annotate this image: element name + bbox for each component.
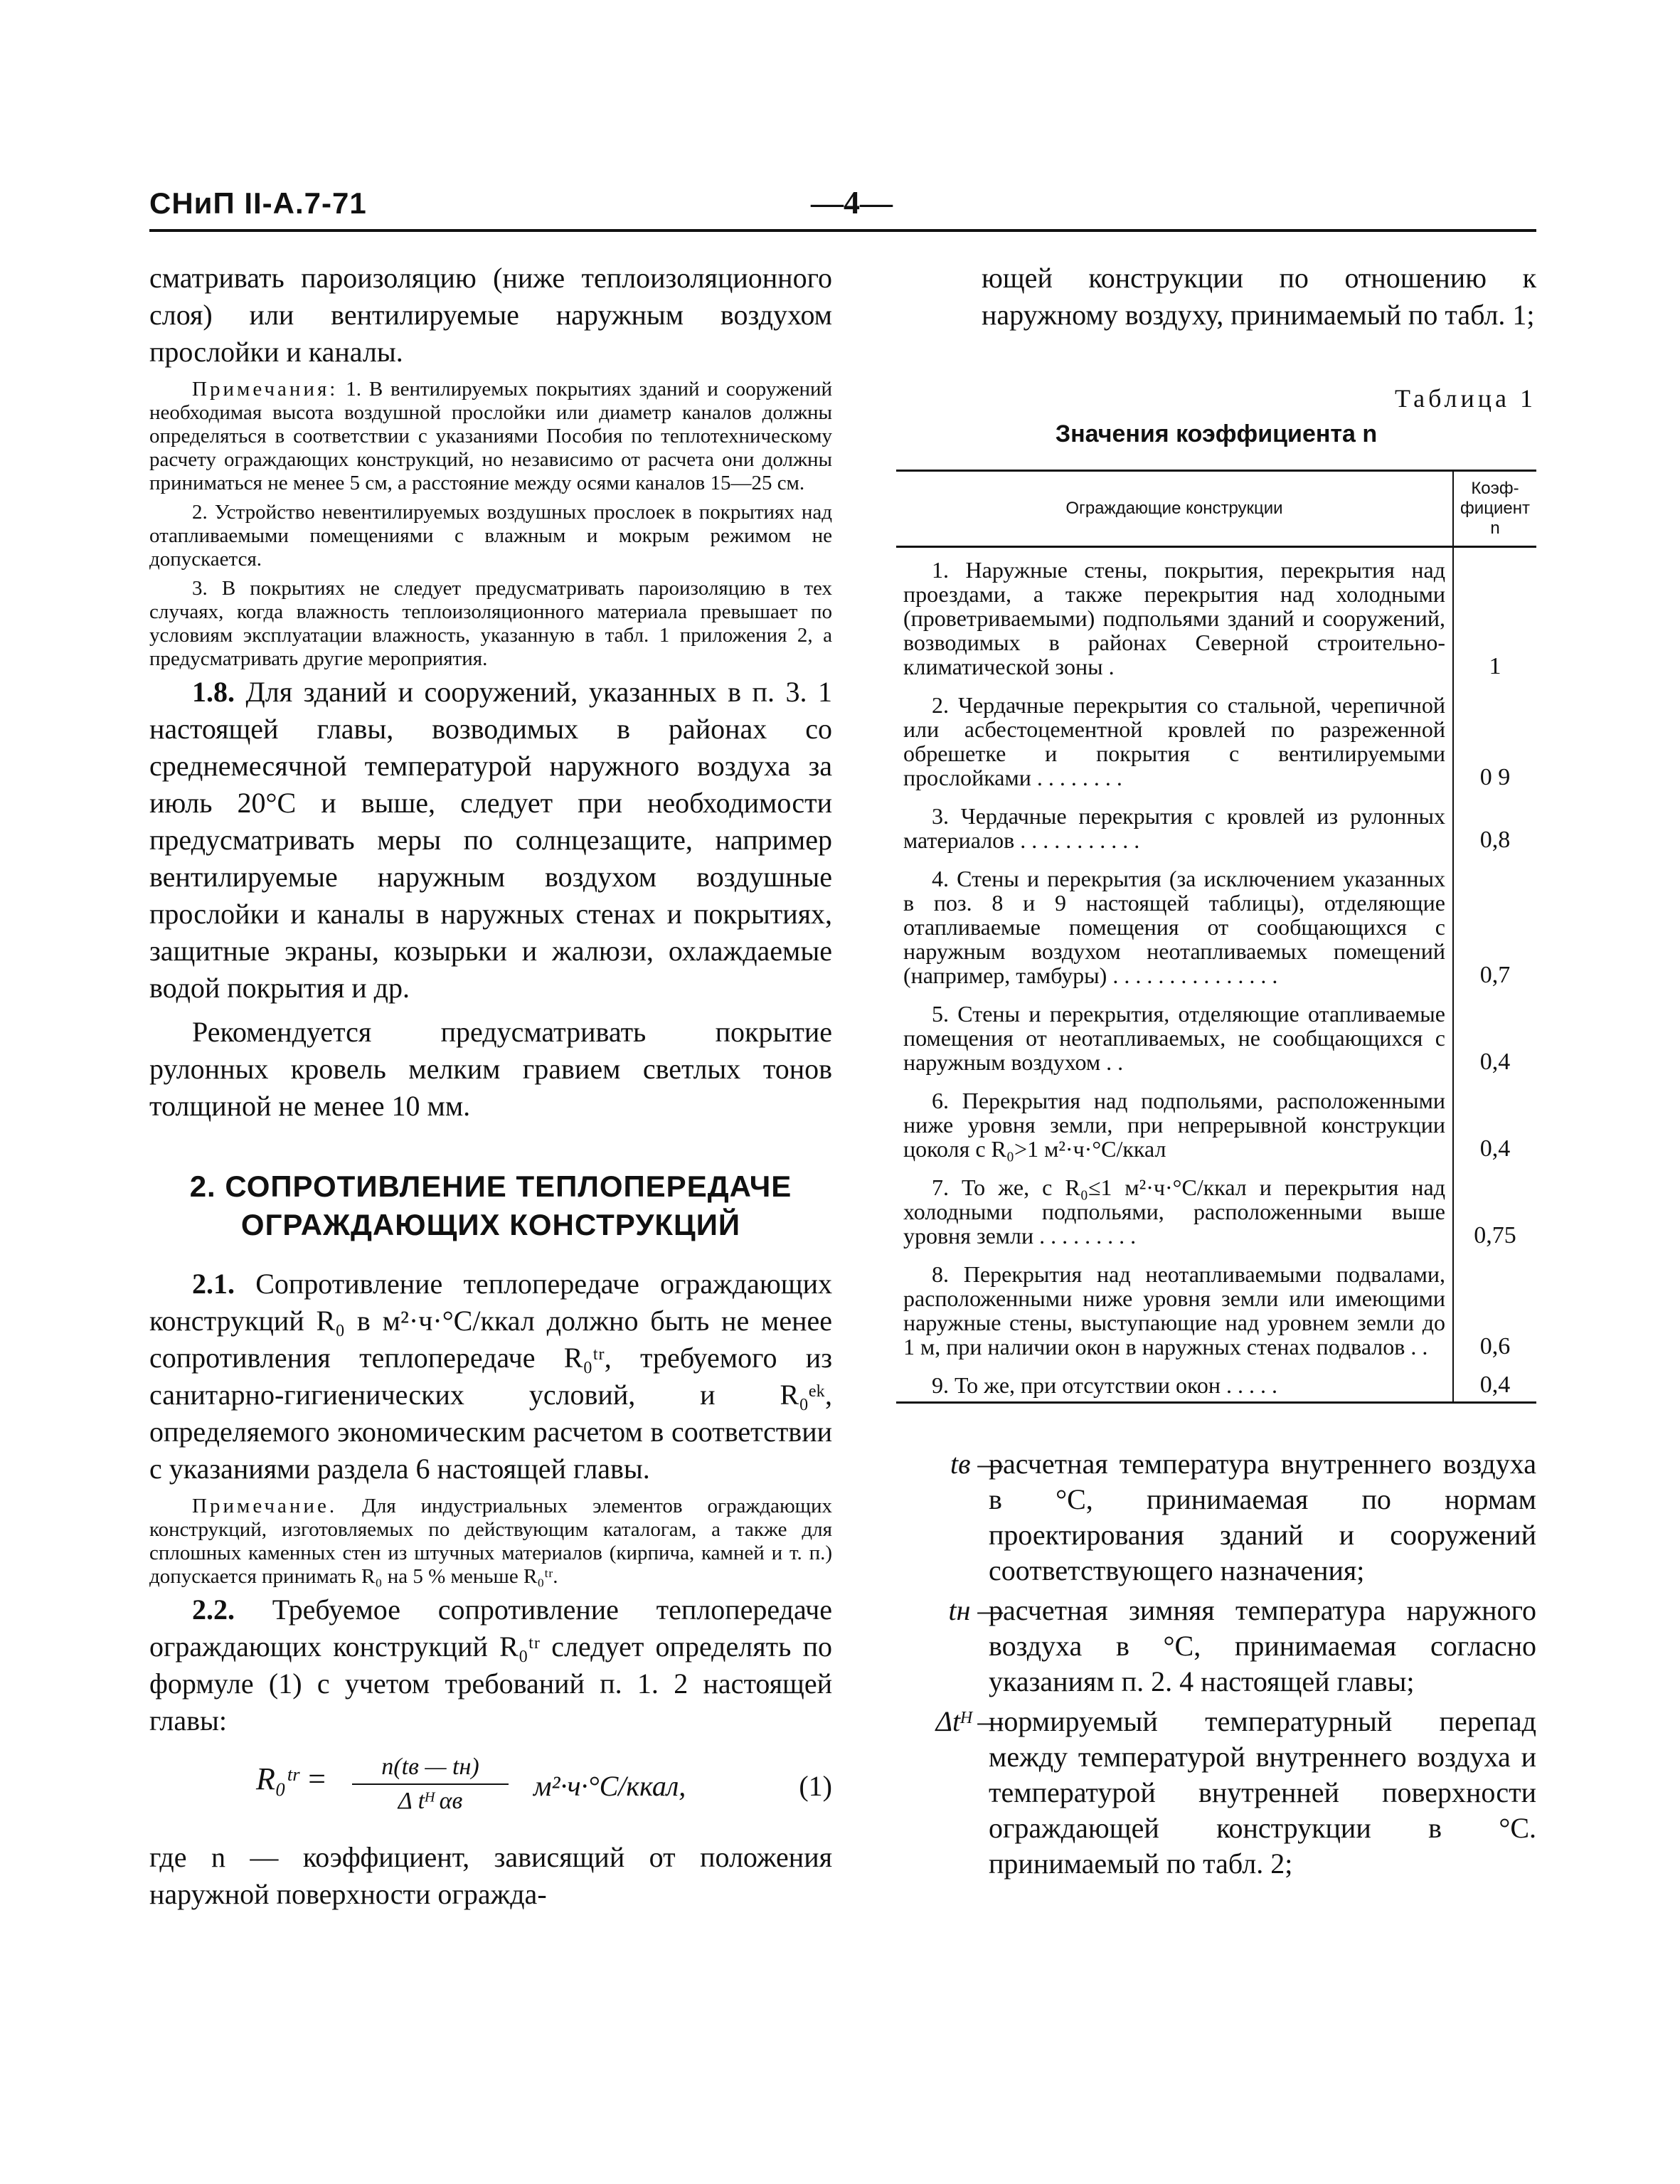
definition-symbol: tв — <box>950 1448 1003 1480</box>
paragraph-1-8-text: Для зданий и сооружений, указанных в п. 3. 1 настоящей главы, возводимых в районах со среднемесячной температурой наружного воздуха за июль 20°С и выше, следует при необходимости предусматривать меры по солнцезащите, например вентилируемые наружным воздухом воздушные прослойки и каналы в наружных стенах и покрытиях, защитные экраны, козырьки и жалюзи, охлаждаемые водой покрытия и др. <box>149 676 832 1004</box>
definition-tn <box>896 1593 1536 1700</box>
fraction-bar <box>352 1783 509 1785</box>
table-cell-construction: 7. То же, с R₀≤1 м²·ч·°С/ккал и перекрытия над холодными подпольями, расположенными выше уровня земли . . . . . . . . . <box>896 1165 1453 1252</box>
section-number: 2. <box>189 1170 216 1203</box>
paragraph-continuation-right: ющей конструкции по отношению к наружному воздуху, принимаемый по табл. 1; <box>982 262 1536 331</box>
table-row <box>896 683 1536 794</box>
table-cell-coefficient: 0,8 <box>1479 827 1511 853</box>
table-label: Таблица 1 <box>1395 384 1536 413</box>
formula-number: (1) <box>799 1770 832 1802</box>
table-cell-coefficient: 0,75 <box>1474 1222 1516 1249</box>
table-row <box>896 992 1536 1078</box>
paragraph-2-1 <box>149 1266 832 1488</box>
paragraph-1-8 <box>149 674 832 1007</box>
table-cell-coefficient: 0,4 <box>1479 1049 1511 1075</box>
definition-text: расчетная зимняя температура наружного воздуха в °С, принимаемая согласно указаниям п. 2. 4 настоящей главы; <box>989 1594 1536 1697</box>
table-cell-construction: 9. То же, при отсутствии окон . . . . . <box>896 1363 1453 1403</box>
notes-label: Примечания: <box>192 378 339 401</box>
formula-fraction <box>352 1754 509 1815</box>
table-row <box>896 794 1536 857</box>
spacer <box>896 1404 1536 1446</box>
coefficient-table <box>896 470 1536 1404</box>
table-cell-coefficient: 0,4 <box>1479 1135 1511 1162</box>
table-cell-construction: 2. Чердачные перекрытия со стальной, черепичной или асбестоцементной кровлей по разреженной обрешетке и покрытия с вентилируемыми прослойками . . . . . . . . <box>896 683 1453 794</box>
paragraph-2-2-text: Требуемое сопротивление теплопередаче ограждающих конструкций R₀ᵗʳ следует определять по формуле (1) с учетом требований п. 1. 2 настоящей главы: <box>149 1594 832 1737</box>
table-cell-construction: 8. Перекрытия над неотапливаемыми подвалами, расположенными ниже уровня земли или имеющими наружные стены, выступающие над уровнем земли до 1 м, при наличии окон в наружных стенах подвалов . . <box>896 1252 1453 1363</box>
formula-numerator: n(tв — tн) <box>381 1754 479 1780</box>
paragraph-2-2-number: 2.2. <box>192 1594 235 1626</box>
paragraph-1-8-number: 1.8. <box>192 676 235 708</box>
paragraph-2-2 <box>149 1591 832 1739</box>
right-column <box>896 260 1536 1886</box>
definition-symbol: Δtᴴ — <box>935 1705 1003 1737</box>
table-row <box>896 1165 1536 1252</box>
note-single <box>149 1495 832 1589</box>
table-cell-construction: 3. Чердачные перекрытия с кровлей из рулонных материалов . . . . . . . . . . . <box>896 794 1453 857</box>
definition-tv <box>896 1446 1536 1589</box>
paragraph-continuation: сматривать пароизоляцию (ниже теплоизоляционного слоя) или вентилируемые наружным воздухом прослойки и каналы. <box>149 262 832 368</box>
definition-text: нормируемый температурный перепад между температурой внутреннего воздуха и температурой внутренней поверхности ограждающей конструкции в °С. принимаемый по табл. 2; <box>989 1705 1536 1880</box>
table-cell-coefficient: 1 <box>1489 653 1501 679</box>
table-header-constructions: Ограждающие конструкции <box>896 471 1453 547</box>
definition-text: расчетная температура внутреннего воздуха в °С, принимаемая по нормам проектирования зданий и сооружений соответствующего назначения; <box>989 1448 1536 1586</box>
formula-lhs: R₀ᵗʳ = <box>256 1761 328 1796</box>
table-row <box>896 857 1536 992</box>
table-row <box>896 1252 1536 1363</box>
formula-units: м²·ч·°С/ккал, <box>533 1770 686 1802</box>
table-title: Значения коэффициента n <box>1055 420 1378 447</box>
note-1-text: 1. В вентилируемых покрытиях зданий и сооружений необходимая высота воздушной прослойки или диаметр каналов должны определяться в соответствии с указаниями Пособия по теплотехническому расчету ограждающих конструкций, но независимо от расчета они должны приниматься не менее 5 см, а расстояние между осями каналов 15—25 см. <box>149 378 833 494</box>
definition-symbol: tн — <box>948 1594 1003 1626</box>
document-code: СНиП II-А.7-71 <box>149 186 367 220</box>
table-row <box>896 1363 1536 1403</box>
note-3: 3. В покрытиях не следует предусматривать пароизоляцию в тех случаях, когда влажность теплоизоляционного материала превышает по условиям эксплуатации влажность, указанную в табл. 1 приложения 2, а предусматривать другие мероприятия. <box>149 577 832 670</box>
table-row <box>896 1078 1536 1165</box>
definition-delta-t <box>896 1704 1536 1882</box>
table-cell-coefficient: 0,6 <box>1479 1333 1511 1359</box>
formula-where: где n — коэффициент, зависящий от положения наружной поверхности огражда- <box>149 1841 832 1910</box>
note-1 <box>149 378 832 495</box>
table-cell-construction: 4. Стены и перекрытия (за исключением указанных в поз. 8 и 9 настоящей таблицы), отделяющие отапливаемые помещения от сообщающихся с наружным воздухом неотапливаемых помещений (например, тамбуры) . . . . . . . . . . . . . . . <box>896 857 1453 992</box>
page-number: —4— <box>811 184 893 221</box>
note-label: Примечание. <box>192 1495 338 1517</box>
table-header-coefficient: Коэффициент n <box>1453 471 1536 547</box>
table-cell-coefficient: 0,4 <box>1453 1363 1536 1403</box>
table-cell-coefficient: 0 9 <box>1479 764 1511 790</box>
note-single-text: Для индустриальных элементов ограждающих конструкций, изготовляемых по действующим каталогам, а также для сплошных каменных стен из штучных материалов (кирпича, камней и т. п.) допускается принимать R₀ на 5 % меньше R₀ᵗʳ. <box>149 1495 833 1588</box>
table-cell-construction: 1. Наружные стены, покрытия, перекрытия над проездами, а также перекрытия над холодными (проветриваемыми) подпольями зданий и сооружений, возводимых в районах Северной строительно-климатической зоны . <box>896 547 1453 684</box>
paragraph-2-1-text: Сопротивление теплопередаче ограждающих конструкций R₀ в м²·ч·°С/ккал должно быть не менее сопротивления теплопередаче R₀ᵗʳ, требуемого из санитарно-гигиенических условий, и R₀ᵉᵏ, определяемого экономическим расчетом в соответствии с указаниями раздела 6 настоящей главы. <box>149 1268 832 1485</box>
paragraph-2-1-number: 2.1. <box>192 1268 235 1300</box>
section-title-line-1: СОПРОТИВЛЕНИЕ ТЕПЛОПЕРЕДАЧЕ <box>225 1170 792 1203</box>
paragraph-1-8-recommendation: Рекомендуется предусматривать покрытие рулонных кровель мелким гравием светлых тонов толщиной не менее 10 мм. <box>149 1016 832 1122</box>
table-row <box>896 547 1536 684</box>
table-cell-construction: 6. Перекрытия над подпольями, расположенными ниже уровня земли, при непрерывной конструкции цоколя с R₀>1 м²·ч·°С/ккал <box>896 1078 1453 1165</box>
section-heading <box>149 1167 832 1244</box>
formula-denominator: Δ tᴴ αв <box>398 1788 463 1814</box>
note-2: 2. Устройство невентилируемых воздушных прослоек в покрытиях над отапливаемыми помещениями с влажным и мокрым режимом не допускается. <box>149 501 832 571</box>
table-cell-construction: 5. Стены и перекрытия, отделяющие отапливаемые помещения от неотапливаемых, не сообщающихся с наружным воздухом . . <box>896 992 1453 1078</box>
header-rule <box>149 229 1536 232</box>
table-cell-coefficient: 0,7 <box>1479 962 1511 988</box>
formula-1 <box>149 1754 832 1832</box>
left-column <box>149 260 832 1920</box>
table-header-row <box>896 471 1536 547</box>
section-title-line-2: ОГРАЖДАЮЩИХ КОНСТРУКЦИЙ <box>240 1208 741 1241</box>
